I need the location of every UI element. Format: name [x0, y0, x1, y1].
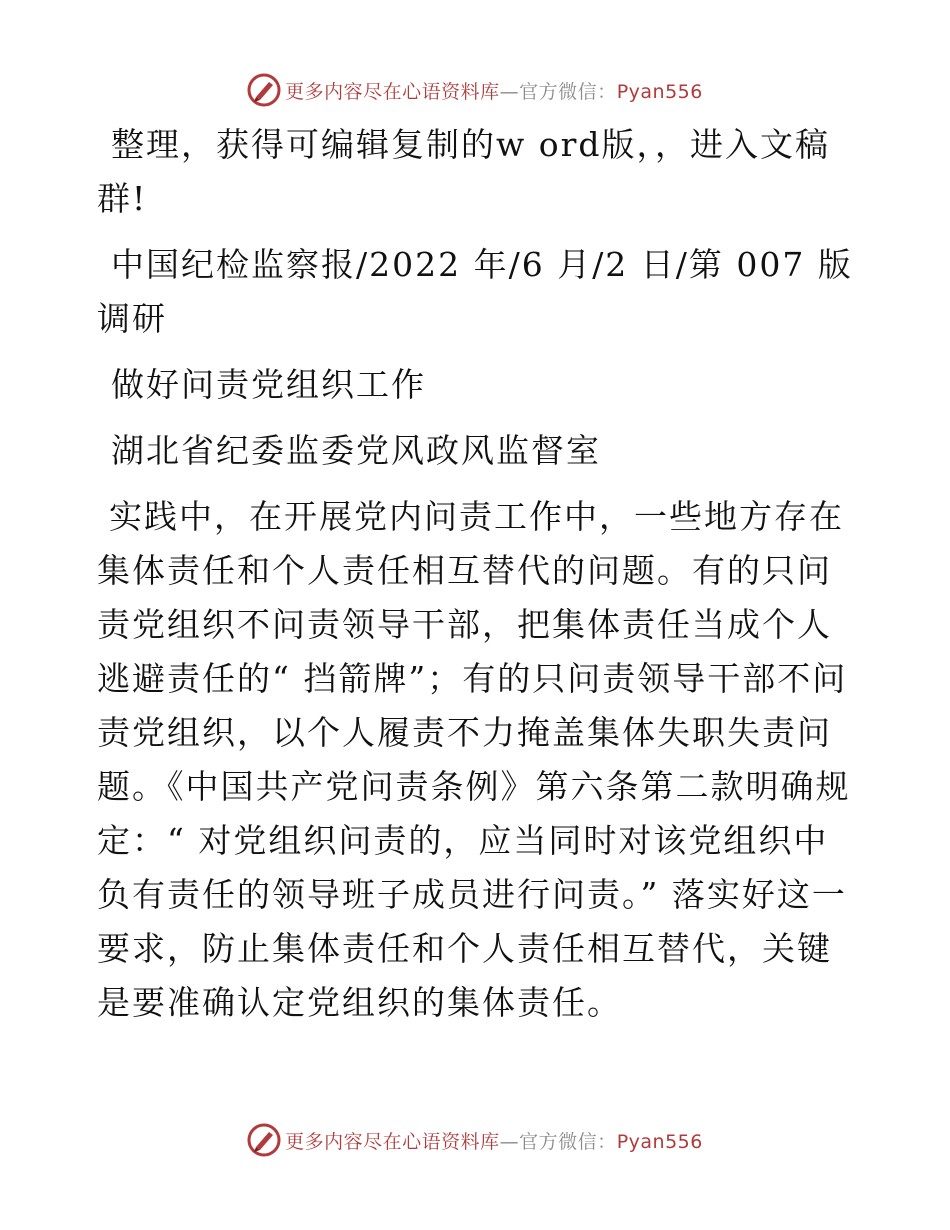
banner-wechat-label: —官方微信：	[499, 80, 617, 103]
pen-logo-icon	[247, 1123, 281, 1157]
banner-text	[285, 77, 703, 104]
banner-title: 更多内容尽在心语资料库	[285, 80, 500, 103]
article-title: 做好问责党组织工作	[111, 365, 426, 404]
banner-wechat-label: —官方微信：	[499, 1130, 617, 1153]
source-line: 中国纪检监察报/2022 年/6 月/2 日/第 007 版调研	[97, 245, 853, 338]
banner-wechat-id: Pyan556	[616, 80, 703, 103]
banner-title: 更多内容尽在心语资料库	[285, 1130, 500, 1153]
pen-logo-icon	[247, 73, 281, 107]
body-paragraph: 实践中，在开展党内问责工作中，一些地方存在集体责任和个人责任相互替代的问题。有的只问责党组织不问责领导干部，把集体责任当成个人逃避责任的“ 挡箭牌”；有的只问责领导干部不问责党组织，以个人履责不力掩盖集体失职失责问题。《中国共产党问责条例》第六条第二款明确规定：“ 对党组织问责的，应当同时对该党组织中负有责任的领导班子成员进行问责。” 落实好这一要求，防止集体责任和个人责任相互替代，关键是要准确认定党组织的集体责任。	[97, 497, 851, 1022]
intro-paragraph: 整理，获得可编辑复制的w ord版，，进入文稿群!	[97, 125, 831, 218]
banner-text	[285, 1127, 703, 1154]
footer-banner	[0, 1118, 950, 1162]
article-author: 湖北省纪委监委党风政风监督室	[111, 431, 601, 470]
document-body	[97, 118, 857, 1042]
header-banner	[0, 68, 950, 112]
banner-wechat-id: Pyan556	[616, 1130, 703, 1153]
